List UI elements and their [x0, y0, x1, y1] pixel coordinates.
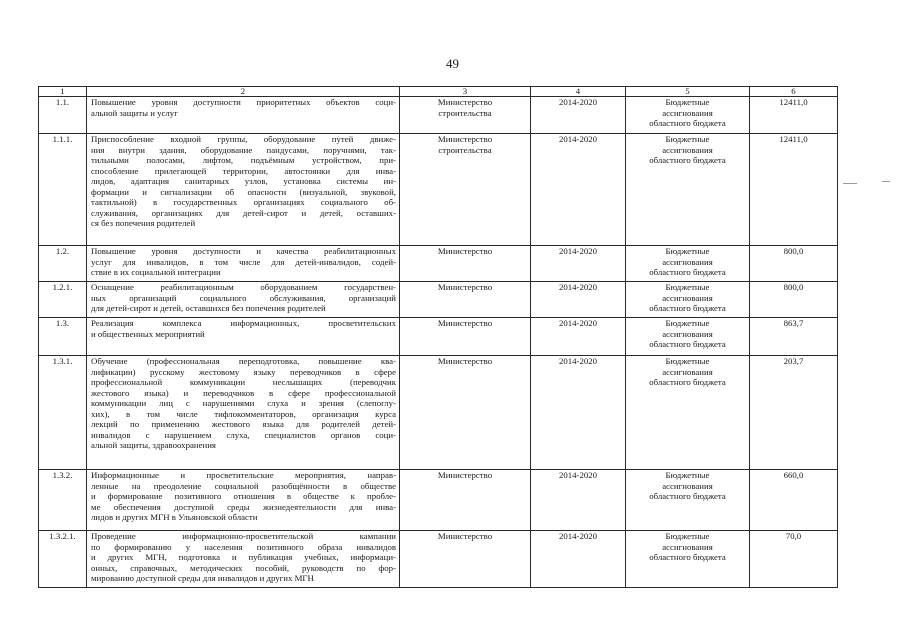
item-executor-line: Министерство — [437, 282, 493, 292]
item-description — [87, 470, 400, 531]
item-funding-source-line: областного бюджета — [649, 118, 726, 129]
table-row — [39, 134, 838, 246]
item-description-line: Оснащение реабилитационным оборудованием государствен- — [91, 282, 396, 292]
column-header: 6 — [750, 87, 838, 97]
item-funding-source — [626, 531, 750, 588]
item-number: 1.2.1. — [39, 282, 87, 318]
item-description-line: и формирование позитивного отношения в обществе к пробле- — [91, 491, 396, 502]
item-period: 2014-2020 — [531, 356, 626, 470]
item-funding-source-line: ассигнования — [662, 144, 713, 155]
item-description-line: формации и сигнализации об опасности (визуальной, звуковой, — [91, 186, 396, 197]
item-executor — [400, 470, 531, 531]
item-description-line: Информационные и просветительские мероприятия, направ- — [91, 470, 396, 480]
item-funding-source-line: ассигнования — [662, 480, 713, 491]
item-executor — [400, 97, 531, 134]
item-description-line: Повышение уровня доступности приоритетных объектов соци- — [91, 97, 396, 107]
item-funding-source-line: областного бюджета — [649, 267, 726, 278]
item-executor-line: строительства — [438, 144, 492, 155]
item-executor — [400, 134, 531, 246]
item-number: 1.3. — [39, 318, 87, 356]
item-description-line: мированию доступной среды для инвалидов и других МГН — [91, 573, 314, 584]
item-period: 2014-2020 — [531, 246, 626, 282]
column-number-row — [39, 87, 838, 97]
item-funding-source — [626, 282, 750, 318]
table-row — [39, 470, 838, 531]
item-description — [87, 318, 400, 356]
item-funding-source-line: ассигнования — [662, 541, 713, 552]
item-description-line: ния внутри здания, оборудование пандусами, поручнями, так- — [91, 144, 396, 155]
item-number: 1.3.2. — [39, 470, 87, 531]
item-funding-source-line: Бюджетные — [665, 531, 710, 541]
table-row — [39, 246, 838, 282]
item-description-line: коммуникации лиц с нарушениями слуха и зрения (слепоглу- — [91, 398, 396, 409]
item-executor — [400, 356, 531, 470]
table-row — [39, 531, 838, 588]
item-description — [87, 282, 400, 318]
item-description-line: Обучение (профессиональная переподготовка, повышение ква- — [91, 356, 396, 366]
item-description-line: хих), в том числе тифлокомментаторов, организация курса — [91, 408, 396, 419]
column-header: 4 — [531, 87, 626, 97]
item-funding-source-line: областного бюджета — [649, 552, 726, 563]
item-funding-source-line: областного бюджета — [649, 377, 726, 388]
item-executor-line: Министерство — [437, 246, 493, 256]
item-funding-source-line: Бюджетные — [665, 470, 710, 480]
item-funding-source — [626, 134, 750, 246]
item-funding-source-line: ассигнования — [662, 107, 713, 118]
item-executor-line: Министерство — [437, 318, 493, 328]
item-number: 1.2. — [39, 246, 87, 282]
column-header: 5 — [626, 87, 750, 97]
item-period: 2014-2020 — [531, 531, 626, 588]
item-description-line: альной защиты, здравоохранения — [91, 440, 216, 451]
item-description-line: служивания, организациях для детей-сирот и детей, оставших- — [91, 207, 396, 218]
item-description-line: тильными полосами, лифтом, подъёмным устройством, при- — [91, 155, 396, 166]
item-number: 1.1. — [39, 97, 87, 134]
item-funding-source — [626, 356, 750, 470]
item-description-line: Реализация комплекса информационных, просветительских — [91, 318, 396, 328]
column-header: 1 — [39, 87, 87, 97]
item-amount: 12411,0 — [750, 134, 838, 246]
item-description-line: онных, справочных, методических пособий, руководств по фор- — [91, 562, 396, 573]
item-description-line: ленные на преодоление социальной разобщённости в обществе — [91, 480, 396, 491]
item-funding-source — [626, 246, 750, 282]
item-period: 2014-2020 — [531, 97, 626, 134]
item-funding-source-line: Бюджетные — [665, 318, 710, 328]
item-executor — [400, 531, 531, 588]
item-executor-line: Министерство — [437, 97, 493, 107]
item-executor — [400, 318, 531, 356]
item-amount: 70,0 — [750, 531, 838, 588]
item-description-line: жестового языка) и переводчиков в сфере профессиональной — [91, 387, 396, 398]
item-description-line: ся без попечения родителей — [91, 218, 196, 229]
item-amount: 660,0 — [750, 470, 838, 531]
item-description-line: альной защиты и услуг — [91, 107, 178, 118]
budget-table — [38, 86, 838, 588]
item-funding-source-line: областного бюджета — [649, 339, 726, 350]
item-executor — [400, 246, 531, 282]
item-description-line: лекций по применению жестового языка для родителей детей- — [91, 419, 396, 430]
item-number: 1.3.2.1. — [39, 531, 87, 588]
item-executor-line: строительства — [438, 107, 492, 118]
page-number: 49 — [446, 56, 459, 71]
item-number: 1.1.1. — [39, 134, 87, 246]
item-description — [87, 246, 400, 282]
item-description-line: способление прилегающей территории, автостоянки для инва- — [91, 165, 396, 176]
table-row — [39, 97, 838, 134]
item-funding-source-line: Бюджетные — [665, 134, 710, 144]
item-description-line: ствие в их социальной интеграции — [91, 267, 221, 278]
item-description-line: для детей-сирот и детей, оставшихся без попечения родителей — [91, 303, 326, 314]
item-funding-source-line: Бюджетные — [665, 97, 710, 107]
item-period: 2014-2020 — [531, 318, 626, 356]
item-executor-line: Министерство — [437, 356, 493, 366]
item-funding-source-line: областного бюджета — [649, 491, 726, 502]
item-funding-source-line: Бюджетные — [665, 356, 710, 366]
item-description-line: услуг для инвалидов, в том числе для детей-инвалидов, содей- — [91, 256, 396, 267]
item-funding-source-line: ассигнования — [662, 292, 713, 303]
item-description-line: и общественных мероприятий — [91, 328, 205, 339]
item-description-line: по формированию у населения позитивного образа инвалидов — [91, 541, 396, 552]
item-amount: 863,7 — [750, 318, 838, 356]
item-description-line: и других МГН, подготовка и публикация учебных, информаци- — [91, 552, 396, 563]
item-executor-line: Министерство — [437, 134, 493, 144]
scan-artifact — [882, 181, 890, 182]
item-executor — [400, 282, 531, 318]
item-period: 2014-2020 — [531, 282, 626, 318]
item-funding-source-line: ассигнования — [662, 366, 713, 377]
item-description-line: тактильной) в государственных организациях социального об- — [91, 197, 396, 208]
item-funding-source-line: областного бюджета — [649, 303, 726, 314]
item-description — [87, 134, 400, 246]
item-description-line: лидов, адаптация санитарных узлов, установка системы ин- — [91, 176, 396, 187]
item-period: 2014-2020 — [531, 134, 626, 246]
item-executor-line: Министерство — [437, 470, 493, 480]
item-amount: 12411,0 — [750, 97, 838, 134]
table-row — [39, 282, 838, 318]
item-funding-source-line: Бюджетные — [665, 282, 710, 292]
item-funding-source-line: Бюджетные — [665, 246, 710, 256]
item-funding-source-line: областного бюджета — [649, 155, 726, 166]
item-description-line: Приспособление входной группы, оборудование путей движе- — [91, 134, 396, 144]
item-funding-source-line: ассигнования — [662, 328, 713, 339]
item-description — [87, 97, 400, 134]
item-description — [87, 531, 400, 588]
item-number: 1.3.1. — [39, 356, 87, 470]
item-funding-source — [626, 470, 750, 531]
item-description-line: ных организаций социального обслуживания, организаций — [91, 292, 396, 303]
item-description-line: Проведение информационно-просветительской кампании — [91, 531, 396, 541]
item-amount: 800,0 — [750, 282, 838, 318]
item-description-line: лидов и других МГН в Ульяновской области — [91, 512, 258, 523]
table-row — [39, 356, 838, 470]
item-period: 2014-2020 — [531, 470, 626, 531]
item-description-line: Повышение уровня доступности и качества реабилитационных — [91, 246, 396, 256]
item-description-line: инвалидов с нарушением слуха, специалистов органов соци- — [91, 429, 396, 440]
scan-artifact — [843, 183, 857, 184]
item-description — [87, 356, 400, 470]
item-description-line: профессиональной коммуникации неслышащих (переводчик — [91, 377, 396, 388]
item-amount: 203,7 — [750, 356, 838, 470]
item-description-line: лификации) русскому жестовому языку переводчиков в сфере — [91, 366, 396, 377]
item-funding-source-line: ассигнования — [662, 256, 713, 267]
item-description-line: ме обеспечения доступной среды жизнедеятельности для инва- — [91, 501, 396, 512]
item-executor-line: Министерство — [437, 531, 493, 541]
column-header: 2 — [87, 87, 400, 97]
column-header: 3 — [400, 87, 531, 97]
item-funding-source — [626, 97, 750, 134]
table-row — [39, 318, 838, 356]
item-funding-source — [626, 318, 750, 356]
item-amount: 800,0 — [750, 246, 838, 282]
